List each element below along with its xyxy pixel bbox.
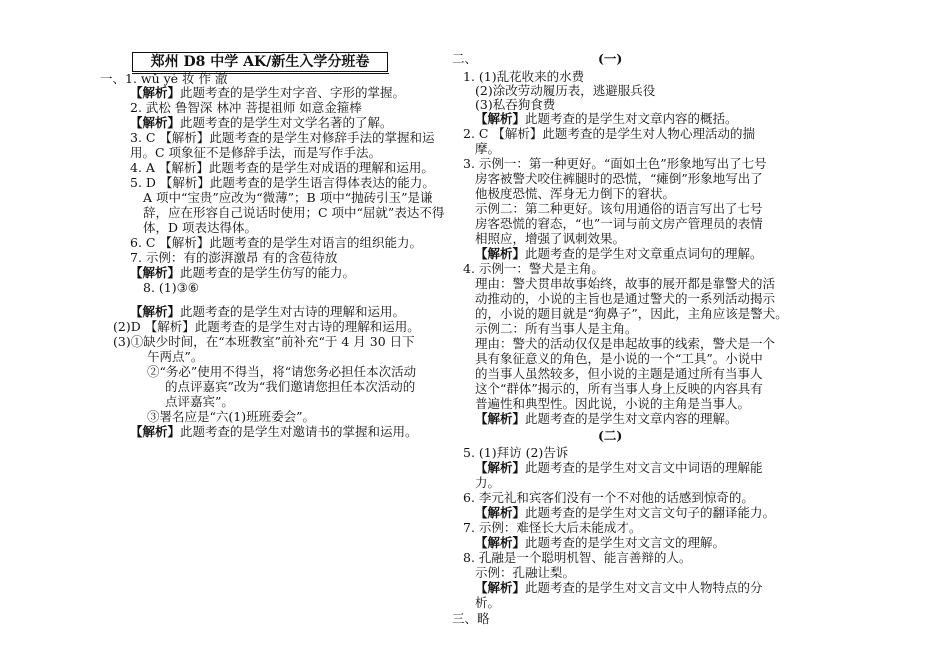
left-line: 一、1. wǔ yè 妆 作 澈 [100, 71, 228, 86]
left-line: 6. C 【解析】此题考查的是学生对语言的组织能力。 [130, 235, 422, 250]
right-line: 三、略 [452, 611, 490, 626]
right-line: (3)私吞狗食费 [475, 97, 556, 112]
right-line: 的当事人虽然较多，但小说的主题是通过所有当事人 [475, 366, 763, 381]
right-line: 他极度恐慌、浑身无力倒下的窘状。 [475, 186, 676, 201]
right-line: 动推动的，小说的主旨也是通过警犬的一系列活动揭示 [475, 291, 776, 306]
right-line: 的，小说的题目就是“狗鼻子”，因此，主角应该是警犬。 [475, 306, 788, 321]
right-line: 普遍性和典型性。因此说，小说的主角是当事人。 [475, 396, 751, 411]
left-line: 体，D 项表达得体。 [143, 220, 257, 235]
left-line: ②“务必”使用不得当，将“请您务必担任本次活动 [147, 364, 417, 379]
right-line: 二、 [452, 51, 478, 66]
left-line: 【解析】此题考查的是学生对字音、字形的掌握。 [130, 85, 406, 100]
right-line: 5. (1)拜访 (2)告诉 [463, 445, 569, 460]
left-line: 【解析】此题考查的是学生仿写的能力。 [130, 265, 356, 280]
right-line: 【解析】此题考查的是学生对文章内容的理解。 [475, 411, 738, 426]
left-line: 【解析】此题考查的是学生对古诗的理解和运用。 [130, 304, 406, 319]
left-line: 午两点”。 [147, 349, 204, 364]
right-line: 这个“群体”揭示的，所有当事人身上反映的内容具有 [475, 381, 763, 396]
left-line: 4. A 【解析】此题考查的是学生对成语的理解和运用。 [130, 160, 434, 175]
right-line: 相照应，增强了讽刺效果。 [475, 231, 626, 246]
right-line: 2. C 【解析】此题考查的是学生对人物心理活动的揣 [463, 126, 755, 141]
right-line: 【解析】此题考查的是学生对文章内容的概括。 [475, 111, 738, 126]
right-line: 摩。 [475, 141, 501, 156]
left-line: 7. 示例：有的澎湃激昂 有的含苞待放 [130, 250, 338, 265]
right-line: 【解析】此题考查的是学生对文章重点词句的理解。 [475, 246, 763, 261]
right-line: (二) [598, 428, 623, 443]
right-line: 【解析】此题考查的是学生对文言文的理解。 [475, 535, 726, 550]
right-line: (2)涂改劳动履历表，逃避服兵役 [475, 83, 656, 98]
right-line: 【解析】此题考查的是学生对文言文中词语的理解能 [475, 460, 763, 475]
left-line: 的点评嘉宾”改为“我们邀请您担任本次活动的 [165, 379, 416, 394]
left-line: 5. D 【解析】此题考查的是学生语言得体表达的能力。 [130, 175, 435, 190]
right-line: 示例：孔融让梨。 [475, 565, 576, 580]
left-line: 用。C 项象征不是修辞手法，而是写作手法。 [130, 145, 382, 160]
right-line: 4. 示例一：警犬是主角。 [463, 261, 604, 276]
right-line: 力。 [475, 475, 501, 490]
right-line: 理由：警犬贯串故事始终，故事的展开都是靠警犬的活 [475, 276, 776, 291]
right-line: 房客被警犬咬住裤腿时的恐慌，“瘫倒”形象地写出了 [475, 171, 763, 186]
right-line: 房客恐慌的窘态，“也”一词与前文房产管理员的表情 [475, 216, 763, 231]
right-line: 理由：警犬的活动仅仅是串起故事的线索，警犬是一个 [475, 336, 776, 351]
right-line: 3. 示例一：第一种更好。“面如土色”形象地写出了七号 [463, 156, 767, 171]
right-line: 7. 示例：难怪长大后未能成才。 [463, 520, 642, 535]
left-line: 8. (1)③⑥ [143, 280, 200, 295]
left-line: 【解析】此题考查的是学生对邀请书的掌握和运用。 [130, 424, 418, 439]
right-line: 析。 [475, 595, 501, 610]
right-line: 【解析】此题考查的是学生对文言文句子的翻译能力。 [475, 505, 776, 520]
left-line: 2. 武松 鲁智深 林冲 菩提祖师 如意金箍棒 [130, 100, 362, 115]
right-line: (一) [598, 51, 623, 66]
right-line: 【解析】此题考查的是学生对文言文中人物特点的分 [475, 580, 763, 595]
left-line: 3. C 【解析】此题考查的是学生对修辞手法的掌握和运 [130, 130, 435, 145]
page-title: 郑州 D8 中学 AK/新生入学分班卷 [132, 52, 388, 72]
right-line: 6. 李元礼和宾客们没有一个不对他的话感到惊奇的。 [463, 490, 754, 505]
right-line: 1. (1)乱花收来的水费 [463, 69, 585, 84]
left-line: (2)D 【解析】此题考查的是学生对古诗的理解和运用。 [113, 319, 420, 334]
left-line: (3)①缺少时间，在“本班教室”前补充“于 4 月 30 日下 [113, 334, 415, 349]
right-line: 具有象征意义的角色，是小说的一个“工具”。小说中 [475, 351, 763, 366]
left-line: 点评嘉宾”。 [165, 394, 234, 409]
right-line: 8. 孔融是一个聪明机智、能言善辩的人。 [463, 550, 692, 565]
right-line: 示例二：所有当事人是主角。 [475, 321, 638, 336]
left-line: 【解析】此题考查的是学生对文学名著的了解。 [130, 115, 393, 130]
right-line: 示例二：第二种更好。该句用通俗的语言写出了七号 [475, 201, 763, 216]
left-line: A 项中“宝贵”应改为“微薄”；B 项中“抛砖引玉”是谦 [143, 190, 433, 205]
left-line: ③署名应是“六(1)班班委会”。 [147, 409, 315, 424]
left-line: 辞，应在形容自己说话时使用；C 项中“屈就”表达不得 [143, 205, 445, 220]
